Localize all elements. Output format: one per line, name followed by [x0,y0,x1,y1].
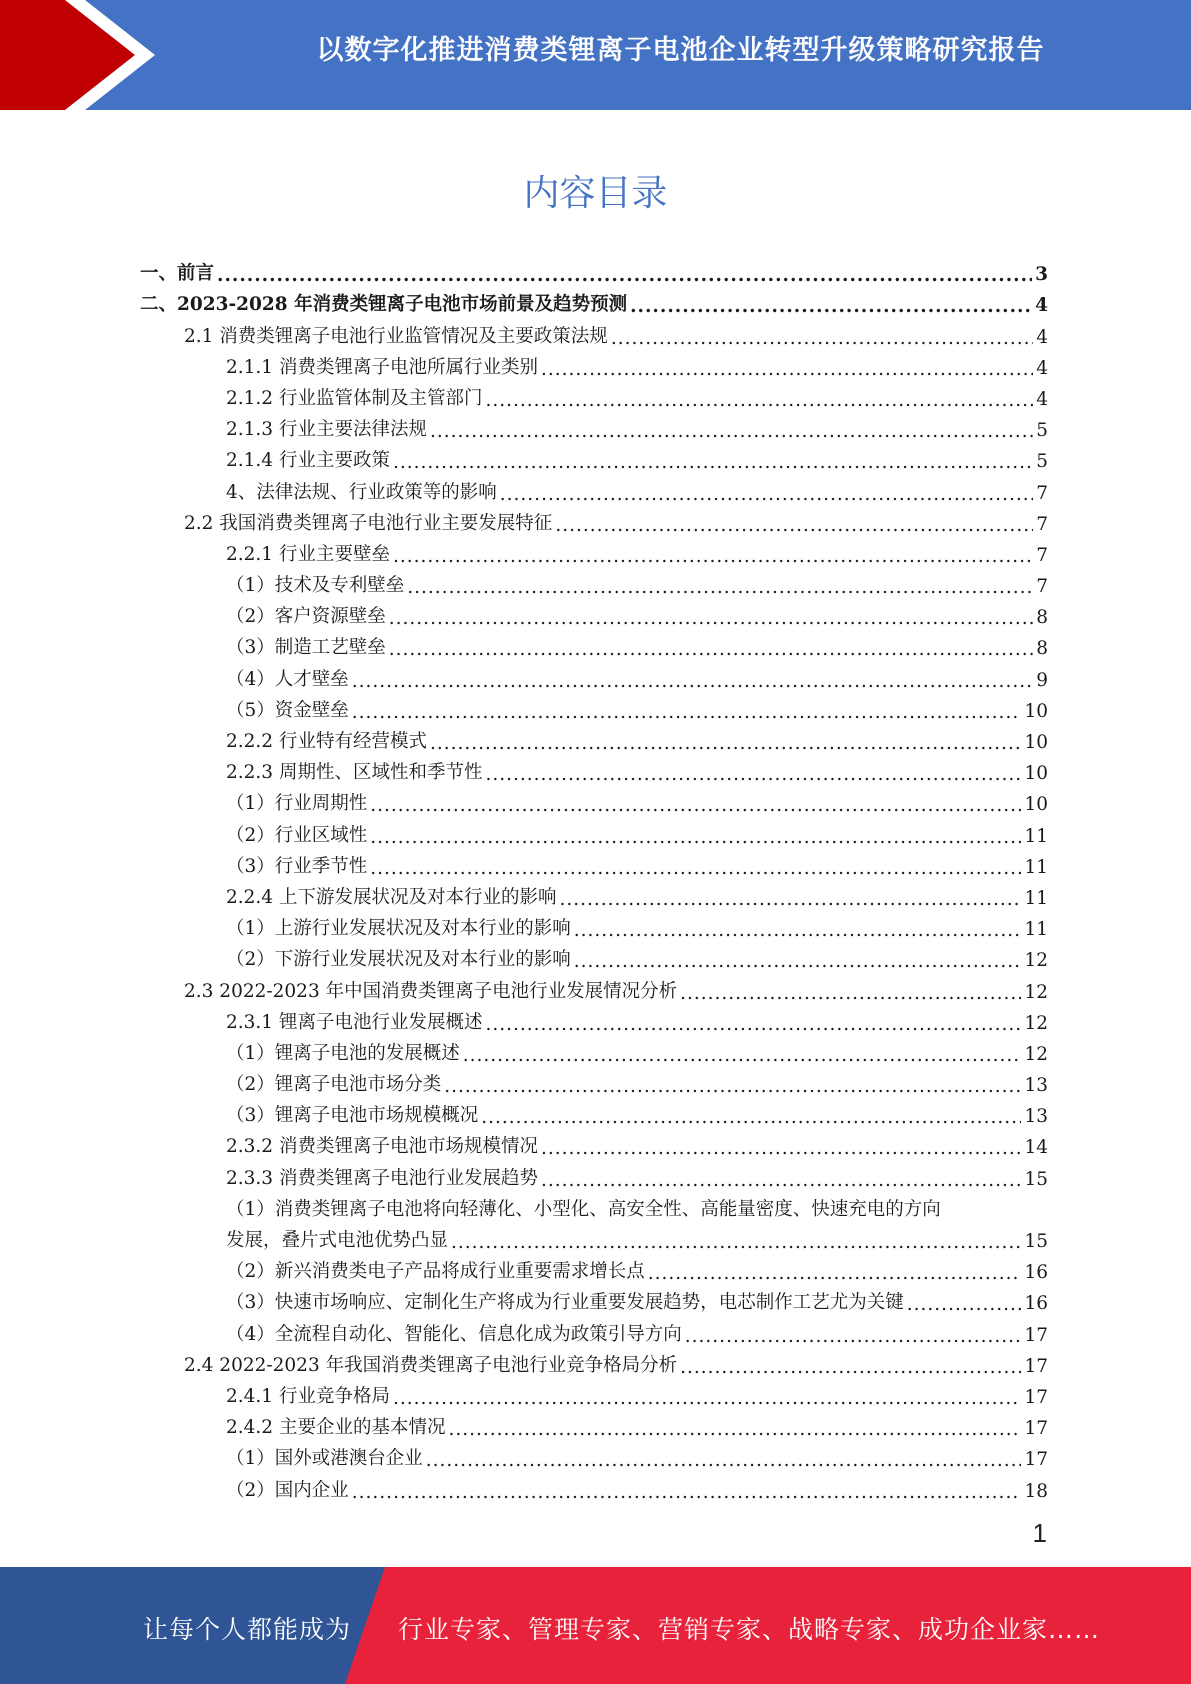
leader-dots [541,1140,1021,1158]
toc-entry[interactable] [140,722,1048,753]
leader-dots [680,985,1021,1003]
leader-dots [611,330,1033,348]
toc-entry-page: 17 [1024,1449,1048,1471]
toc-entry-page: 8 [1036,607,1048,629]
toc-entry[interactable] [140,472,1048,503]
toc-entry[interactable] [140,1065,1048,1096]
toc-entry-page: 16 [1024,1262,1048,1284]
toc-entry[interactable] [140,597,1048,628]
leader-dots [559,891,1021,909]
toc-entry-text: 2.1.3 行业主要法律法规 [226,419,427,441]
toc-entry-page: 12 [1024,1012,1048,1034]
leader-dots [648,1265,1022,1283]
leader-dots [574,922,1022,940]
toc-entry[interactable] [140,316,1048,347]
leader-dots [352,1484,1022,1502]
leader-dots [352,704,1022,722]
leader-dots [407,579,1033,597]
toc-entry-page: 17 [1024,1386,1048,1408]
leader-dots [555,517,1033,535]
leader-dots [370,860,1021,878]
toc-entry[interactable] [140,441,1048,472]
toc-entry-page: 5 [1036,451,1048,473]
toc-entry-text: 2.3.1 锂离子电池行业发展概述 [226,1011,483,1033]
toc-entry-text: 2.4 2022-2023 年我国消费类锂离子电池行业竞争格局分析 [184,1354,678,1376]
toc-entry-text: 2.3.2 消费类锂离子电池市场规模情况 [226,1136,538,1158]
toc-entry-page: 9 [1036,669,1048,691]
toc-entry-text: 2.1.4 行业主要政策 [226,450,390,472]
leader-dots [574,953,1022,971]
toc-entry[interactable] [140,753,1048,784]
toc-entry-text: （1）锂离子电池的发展概述 [226,1042,460,1064]
leader-dots [430,423,1033,441]
toc-entry-text: 2.2.3 周期性、区域性和季节性 [226,762,483,784]
toc-entry-text: （2）国内企业 [226,1479,349,1501]
toc-entry-page: 8 [1036,638,1048,660]
toc-entry[interactable] [140,566,1048,597]
footer-slogan-left: 让每个人都能成为 [143,1615,352,1644]
toc-entry[interactable] [140,1096,1048,1127]
leader-dots [541,361,1033,379]
toc-heading: 内容目录 [523,173,668,214]
toc-entry[interactable] [140,1439,1048,1470]
toc-entry[interactable] [140,659,1048,690]
toc-entry-page: 12 [1024,950,1048,972]
toc-entry[interactable] [140,348,1048,379]
toc-entry-page: 18 [1024,1480,1048,1502]
leader-dots [630,298,1032,316]
toc-entry[interactable] [140,1408,1048,1439]
leader-dots [389,641,1033,659]
toc-entry-text: 2.2.4 上下游发展状况及对本行业的影响 [226,886,557,908]
toc-entry[interactable] [140,1314,1048,1345]
toc-entry-page: 17 [1024,1324,1048,1346]
toc-entry-page: 10 [1024,732,1048,753]
toc-entry-text: （2）下游行业发展状况及对本行业的影响 [226,949,571,971]
toc-entry[interactable] [140,628,1048,659]
toc-entry-text: （4）全流程自动化、智能化、信息化成为政策引导方向 [226,1323,682,1345]
leader-dots [463,1047,1022,1065]
toc-entry-text: 一、前言 [140,263,215,285]
toc-entry-text: 2.2.1 行业主要壁垒 [226,543,390,565]
toc-entry-page: 7 [1036,544,1048,566]
toc-entry-text: （3）行业季节性 [226,855,368,877]
toc-entry-text: （1）行业周期性 [226,793,368,815]
toc-entry-text: 2.1.1 消费类锂离子电池所属行业类别 [226,356,538,378]
toc-entry-text: 2.1 消费类锂离子电池行业监管情况及主要政策法规 [184,325,608,347]
toc-entry[interactable] [140,1003,1048,1034]
toc-entry[interactable] [140,940,1048,971]
leader-dots [393,1390,1021,1408]
toc-entry[interactable] [140,1252,1048,1283]
toc-entry-page: 11 [1024,887,1048,909]
toc-entry[interactable] [140,410,1048,441]
toc-entry[interactable] [140,878,1048,909]
leader-dots [485,392,1033,410]
toc-entry-page: 13 [1024,1106,1048,1128]
page-header [0,0,1191,110]
toc-entry-text: （2）行业区域性 [226,824,368,846]
toc-entry-page: 10 [1024,763,1048,785]
leader-dots [370,829,1021,847]
toc-entry[interactable] [140,504,1048,535]
toc-entry[interactable] [140,1377,1048,1408]
toc-entry-text: （3）快速市场响应、定制化生产将成为行业重要发展趋势，电芯制作工艺尤为关键 [226,1292,904,1314]
toc-entry-page: 17 [1024,1418,1048,1440]
toc-entry[interactable] [140,1158,1048,1189]
toc-entry[interactable] [140,254,1048,285]
leader-dots [541,1172,1021,1190]
toc-entry-text: 二、2023-2028 年消费类锂离子电池市场前景及趋势预测 [140,294,628,316]
toc-entry-page: 11 [1024,825,1048,847]
header-arrow-decoration [0,0,160,110]
toc-entry[interactable] [140,1470,1048,1501]
toc-entry-text: 2.1.2 行业监管体制及主管部门 [226,387,483,409]
leader-dots [907,1296,1022,1314]
toc-entry-page: 4 [1035,295,1048,317]
toc-entry-page: 10 [1024,794,1048,816]
toc-entry[interactable] [140,379,1048,410]
toc-entry-page: 14 [1024,1137,1048,1159]
leader-dots [481,1109,1021,1127]
toc-entry-first-line[interactable] [140,1190,1048,1221]
toc-entry-text: 4、法律法规、行业政策等的影响 [226,481,497,503]
leader-dots [389,610,1033,628]
toc-entry[interactable] [140,1034,1048,1065]
toc-entry[interactable] [140,1283,1048,1314]
report-title: 以数字化推进消费类锂离子电池企业转型升级策略研究报告 [316,35,1045,66]
leader-dots [426,1452,1022,1470]
toc-entry-page: 10 [1024,700,1048,722]
toc-entry-page: 4 [1036,357,1048,379]
page-footer [0,1567,1191,1684]
toc-entry[interactable] [140,691,1048,722]
leader-dots [448,1421,1021,1439]
toc-entry[interactable] [140,815,1048,846]
toc-entry-page: 17 [1024,1355,1048,1377]
toc-entry[interactable] [140,784,1048,815]
toc-entry-page: 12 [1024,1043,1048,1065]
toc-entry-page: 4 [1036,326,1048,348]
toc-entry[interactable] [140,535,1048,566]
toc-entry-text: 发展，叠片式电池优势凸显 [226,1230,449,1251]
toc-entry-text: （2）新兴消费类电子产品将成行业重要需求增长点 [226,1261,645,1283]
leader-dots [430,735,1021,753]
toc-entry-text: 2.3.3 消费类锂离子电池行业发展趋势 [226,1167,538,1189]
toc-entry-text: 2.3 2022-2023 年中国消费类锂离子电池行业发展情况分析 [184,980,678,1002]
page-number: 1 [1032,1518,1047,1548]
toc-entry-page: 7 [1036,513,1048,535]
leader-dots [393,454,1033,472]
toc-entry-page: 15 [1024,1231,1048,1252]
leader-dots [370,797,1021,815]
table-of-contents [140,254,1048,1502]
toc-entry-text: （2）锂离子电池市场分类 [226,1074,442,1096]
toc-entry-text: 2.4.1 行业竞争格局 [226,1385,390,1407]
leader-dots [500,486,1033,504]
toc-entry-text: （4）人才壁垒 [226,668,349,690]
toc-entry-page: 11 [1024,856,1048,878]
leader-dots [393,548,1033,566]
toc-entry-page: 11 [1024,919,1048,941]
toc-entry-text: 2.2 我国消费类锂离子电池行业主要发展特征 [184,512,553,534]
toc-entry-text: （3）制造工艺壁垒 [226,637,386,659]
toc-entry-page: 4 [1036,388,1048,410]
leader-dots [685,1328,1022,1346]
leader-dots [217,267,1032,285]
footer-slogan-right: 行业专家、管理专家、营销专家、战略专家、成功企业家…… [398,1615,1101,1644]
toc-entry-text: （1）技术及专利壁垒 [226,575,405,597]
toc-entry-text: 2.4.2 主要企业的基本情况 [226,1417,446,1439]
leader-dots [451,1234,1021,1252]
leader-dots [485,766,1021,784]
toc-entry[interactable] [140,971,1048,1002]
toc-entry-text: 2.2.2 行业特有经营模式 [226,731,427,752]
toc-entry-text: （1）上游行业发展状况及对本行业的影响 [226,918,571,940]
toc-entry-page: 7 [1036,576,1048,598]
toc-entry[interactable] [140,847,1048,878]
toc-entry-page: 13 [1024,1075,1048,1097]
toc-entry[interactable] [140,909,1048,940]
toc-entry-page: 5 [1036,420,1048,442]
leader-dots [485,1016,1021,1034]
leader-dots [352,673,1033,691]
toc-entry[interactable] [140,1346,1048,1377]
toc-entry-page: 16 [1024,1293,1048,1315]
toc-entry-text: （5）资金壁垒 [226,699,349,721]
toc-entry-page: 15 [1024,1168,1048,1190]
leader-dots [680,1359,1021,1377]
leader-dots [444,1078,1021,1096]
toc-entry[interactable] [140,1127,1048,1158]
toc-entry-page: 7 [1036,482,1048,504]
toc-entry-page: 3 [1035,264,1048,286]
toc-entry-text: （3）锂离子电池市场规模概况 [226,1105,479,1127]
toc-entry-text: （2）客户资源壁垒 [226,606,386,628]
toc-entry-page: 12 [1024,981,1048,1003]
toc-entry-text: （1）消费类锂离子电池将向轻薄化、小型化、高安全性、高能量密度、快速充电的方向 [226,1198,941,1220]
toc-entry[interactable] [140,285,1048,316]
toc-entry-continuation[interactable] [140,1221,1048,1252]
toc-entry-text: （1）国外或港澳台企业 [226,1448,423,1470]
